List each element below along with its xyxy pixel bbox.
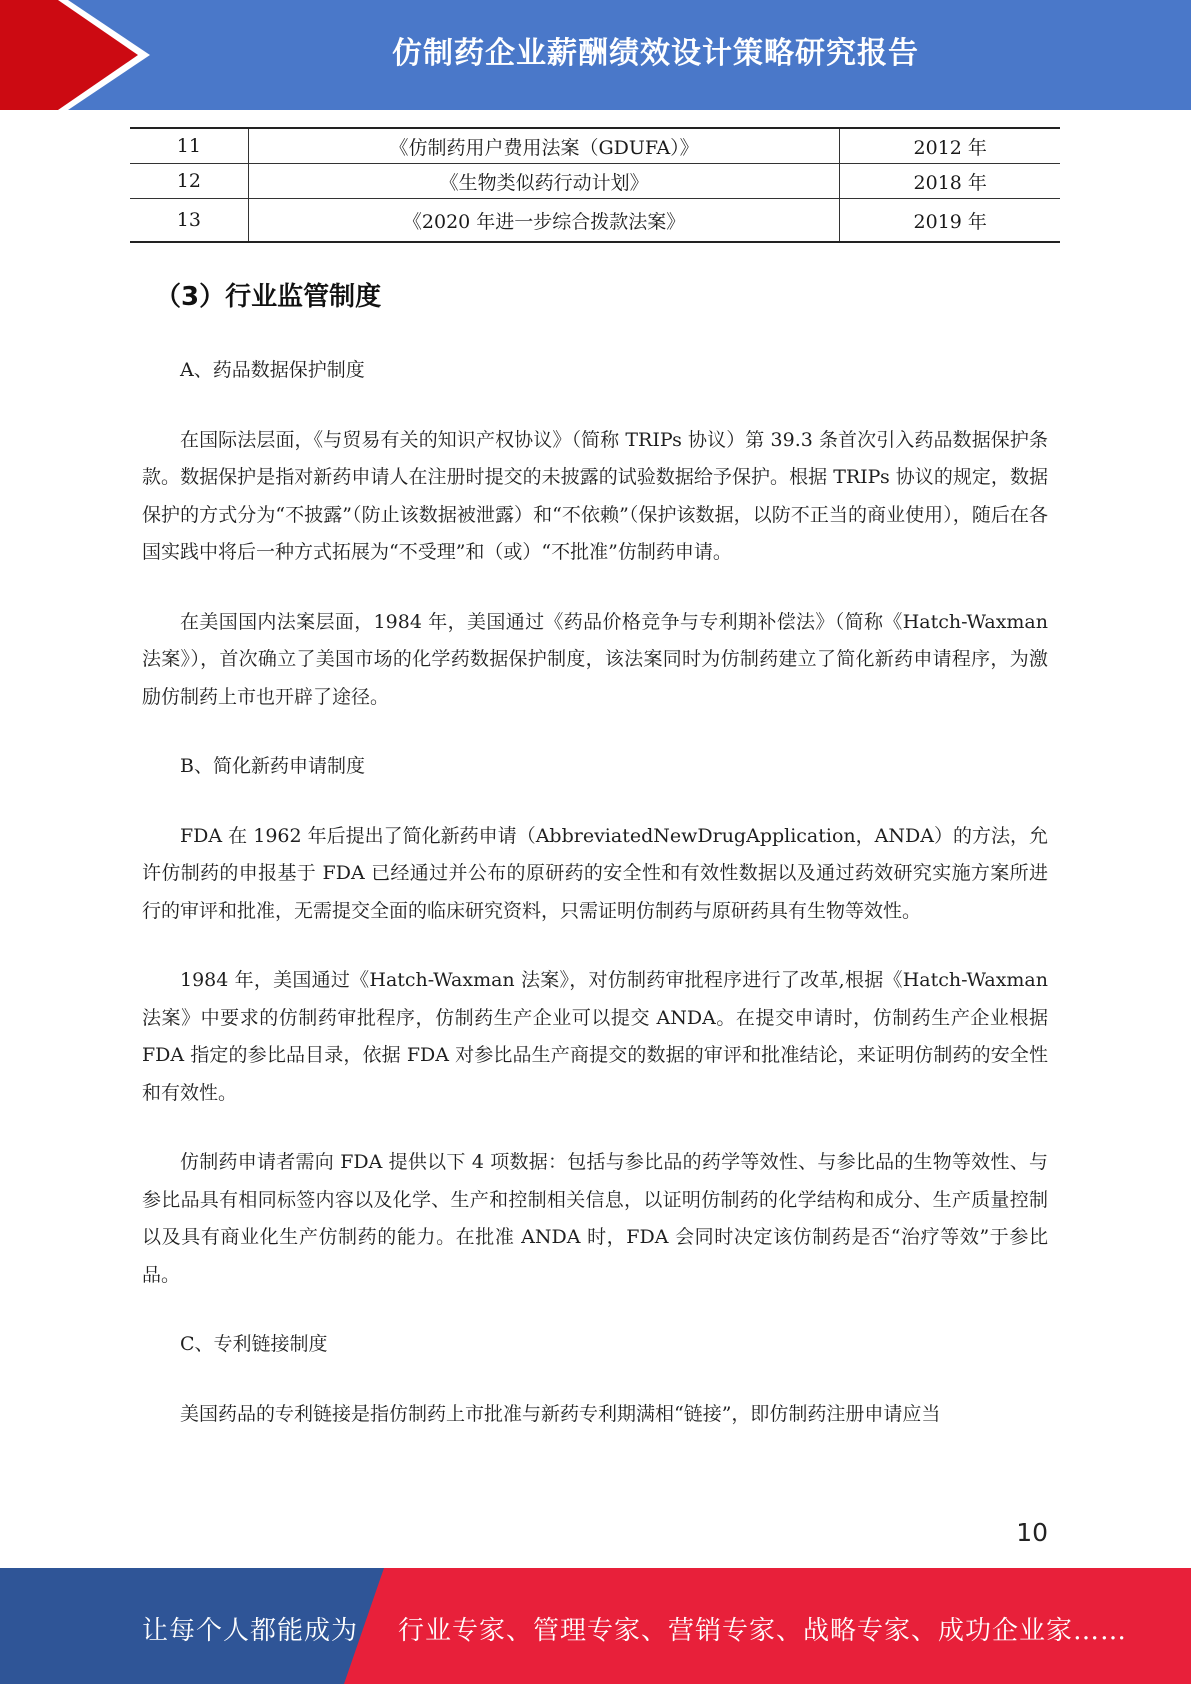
law-table bbox=[130, 127, 1060, 243]
report-header bbox=[0, 0, 1191, 110]
paragraph: 在美国国内法案层面，1984 年，美国通过《药品价格竞争与专利期补偿法》（简称《Hatch-Waxman 法案》），首次确立了美国市场的化学药数据保护制度，该法案同时为仿制药建立了简化新药申请程序，为激励仿制药上市也开辟了途径。 bbox=[142, 610, 1048, 708]
subheading-patent-linkage: C、专利链接制度 bbox=[180, 1333, 328, 1355]
footer-slogan-right: 行业专家、管理专家、营销专家、战略专家、成功企业家…… bbox=[398, 1616, 1128, 1646]
row-year: 2012 年 bbox=[840, 128, 1060, 164]
section-body bbox=[142, 352, 1048, 1465]
paragraph: 1984 年，美国通过《Hatch-Waxman 法案》，对仿制药审批程序进行了改革,根据《Hatch-Waxman 法案》中要求的仿制药审批程序，仿制药生产企业可以提交 ANDA。在提交申请时，仿制药生产企业根据 FDA 指定的参比品目录，依据 FDA 对参比品生产商提交的数据的审评和批准结论，来证明仿制药的安全性和有效性。 bbox=[142, 969, 1048, 1104]
header-chevron-icon bbox=[0, 0, 160, 110]
table-row bbox=[130, 128, 1060, 164]
subheading-data-protection: A、药品数据保护制度 bbox=[180, 359, 365, 381]
table-row bbox=[130, 199, 1060, 243]
section-heading: （3）行业监管制度 bbox=[155, 282, 382, 312]
row-law-name: 《生物类似药行动计划》 bbox=[248, 164, 840, 199]
row-year: 2018 年 bbox=[840, 164, 1060, 199]
row-index: 12 bbox=[130, 164, 248, 199]
paragraph: 美国药品的专利链接是指仿制药上市批准与新药专利期满相“链接”，即仿制药注册申请应当 bbox=[180, 1402, 941, 1425]
paragraph: 仿制药申请者需向 FDA 提供以下 4 项数据：包括与参比品的药学等效性、与参比品的生物等效性、与参比品具有相同标签内容以及化学、生产和控制相关信息，以证明仿制药的化学结构和成分、生产质量控制以及具有商业化生产仿制药的能力。在批准 ANDA 时，FDA 会同时决定该仿制药是否“治疗等效”于参比品。 bbox=[142, 1151, 1048, 1286]
table-row bbox=[130, 164, 1060, 199]
report-title: 仿制药企业薪酬绩效设计策略研究报告 bbox=[392, 36, 919, 71]
footer-slogan-left: 让每个人都能成为 bbox=[142, 1616, 359, 1646]
report-footer bbox=[0, 1568, 1191, 1684]
subheading-anda: B、简化新药申请制度 bbox=[180, 755, 365, 777]
row-index: 13 bbox=[130, 199, 248, 243]
row-year: 2019 年 bbox=[840, 199, 1060, 243]
paragraph: 在国际法层面，《与贸易有关的知识产权协议》（简称 TRIPs 协议）第 39.3 条首次引入药品数据保护条款。数据保护是指对新药申请人在注册时提交的未披露的试验数据给予保护。根据 TRIPs 协议的规定，数据保护的方式分为“不披露”（防止该数据被泄露）和“不依赖”（保护该数据，以防不正当的商业使用），随后在各国实践中将后一种方式拓展为“不受理”和（或）“不批准”仿制药申请。 bbox=[142, 428, 1048, 563]
row-law-name: 《仿制药用户费用法案（GDUFA）》 bbox=[248, 128, 840, 164]
row-index: 11 bbox=[130, 128, 248, 164]
paragraph: FDA 在 1962 年后提出了简化新药申请（AbbreviatedNewDrugApplication，ANDA）的方法，允许仿制药的申报基于 FDA 已经通过并公布的原研药的安全性和有效性数据以及通过药效研究实施方案所进行的审评和批准，无需提交全面的临床研究资料，只需证明仿制药与原研药具有生物等效性。 bbox=[142, 824, 1048, 922]
page-number: 10 bbox=[1016, 1518, 1048, 1547]
row-law-name: 《2020 年进一步综合拨款法案》 bbox=[248, 199, 840, 243]
